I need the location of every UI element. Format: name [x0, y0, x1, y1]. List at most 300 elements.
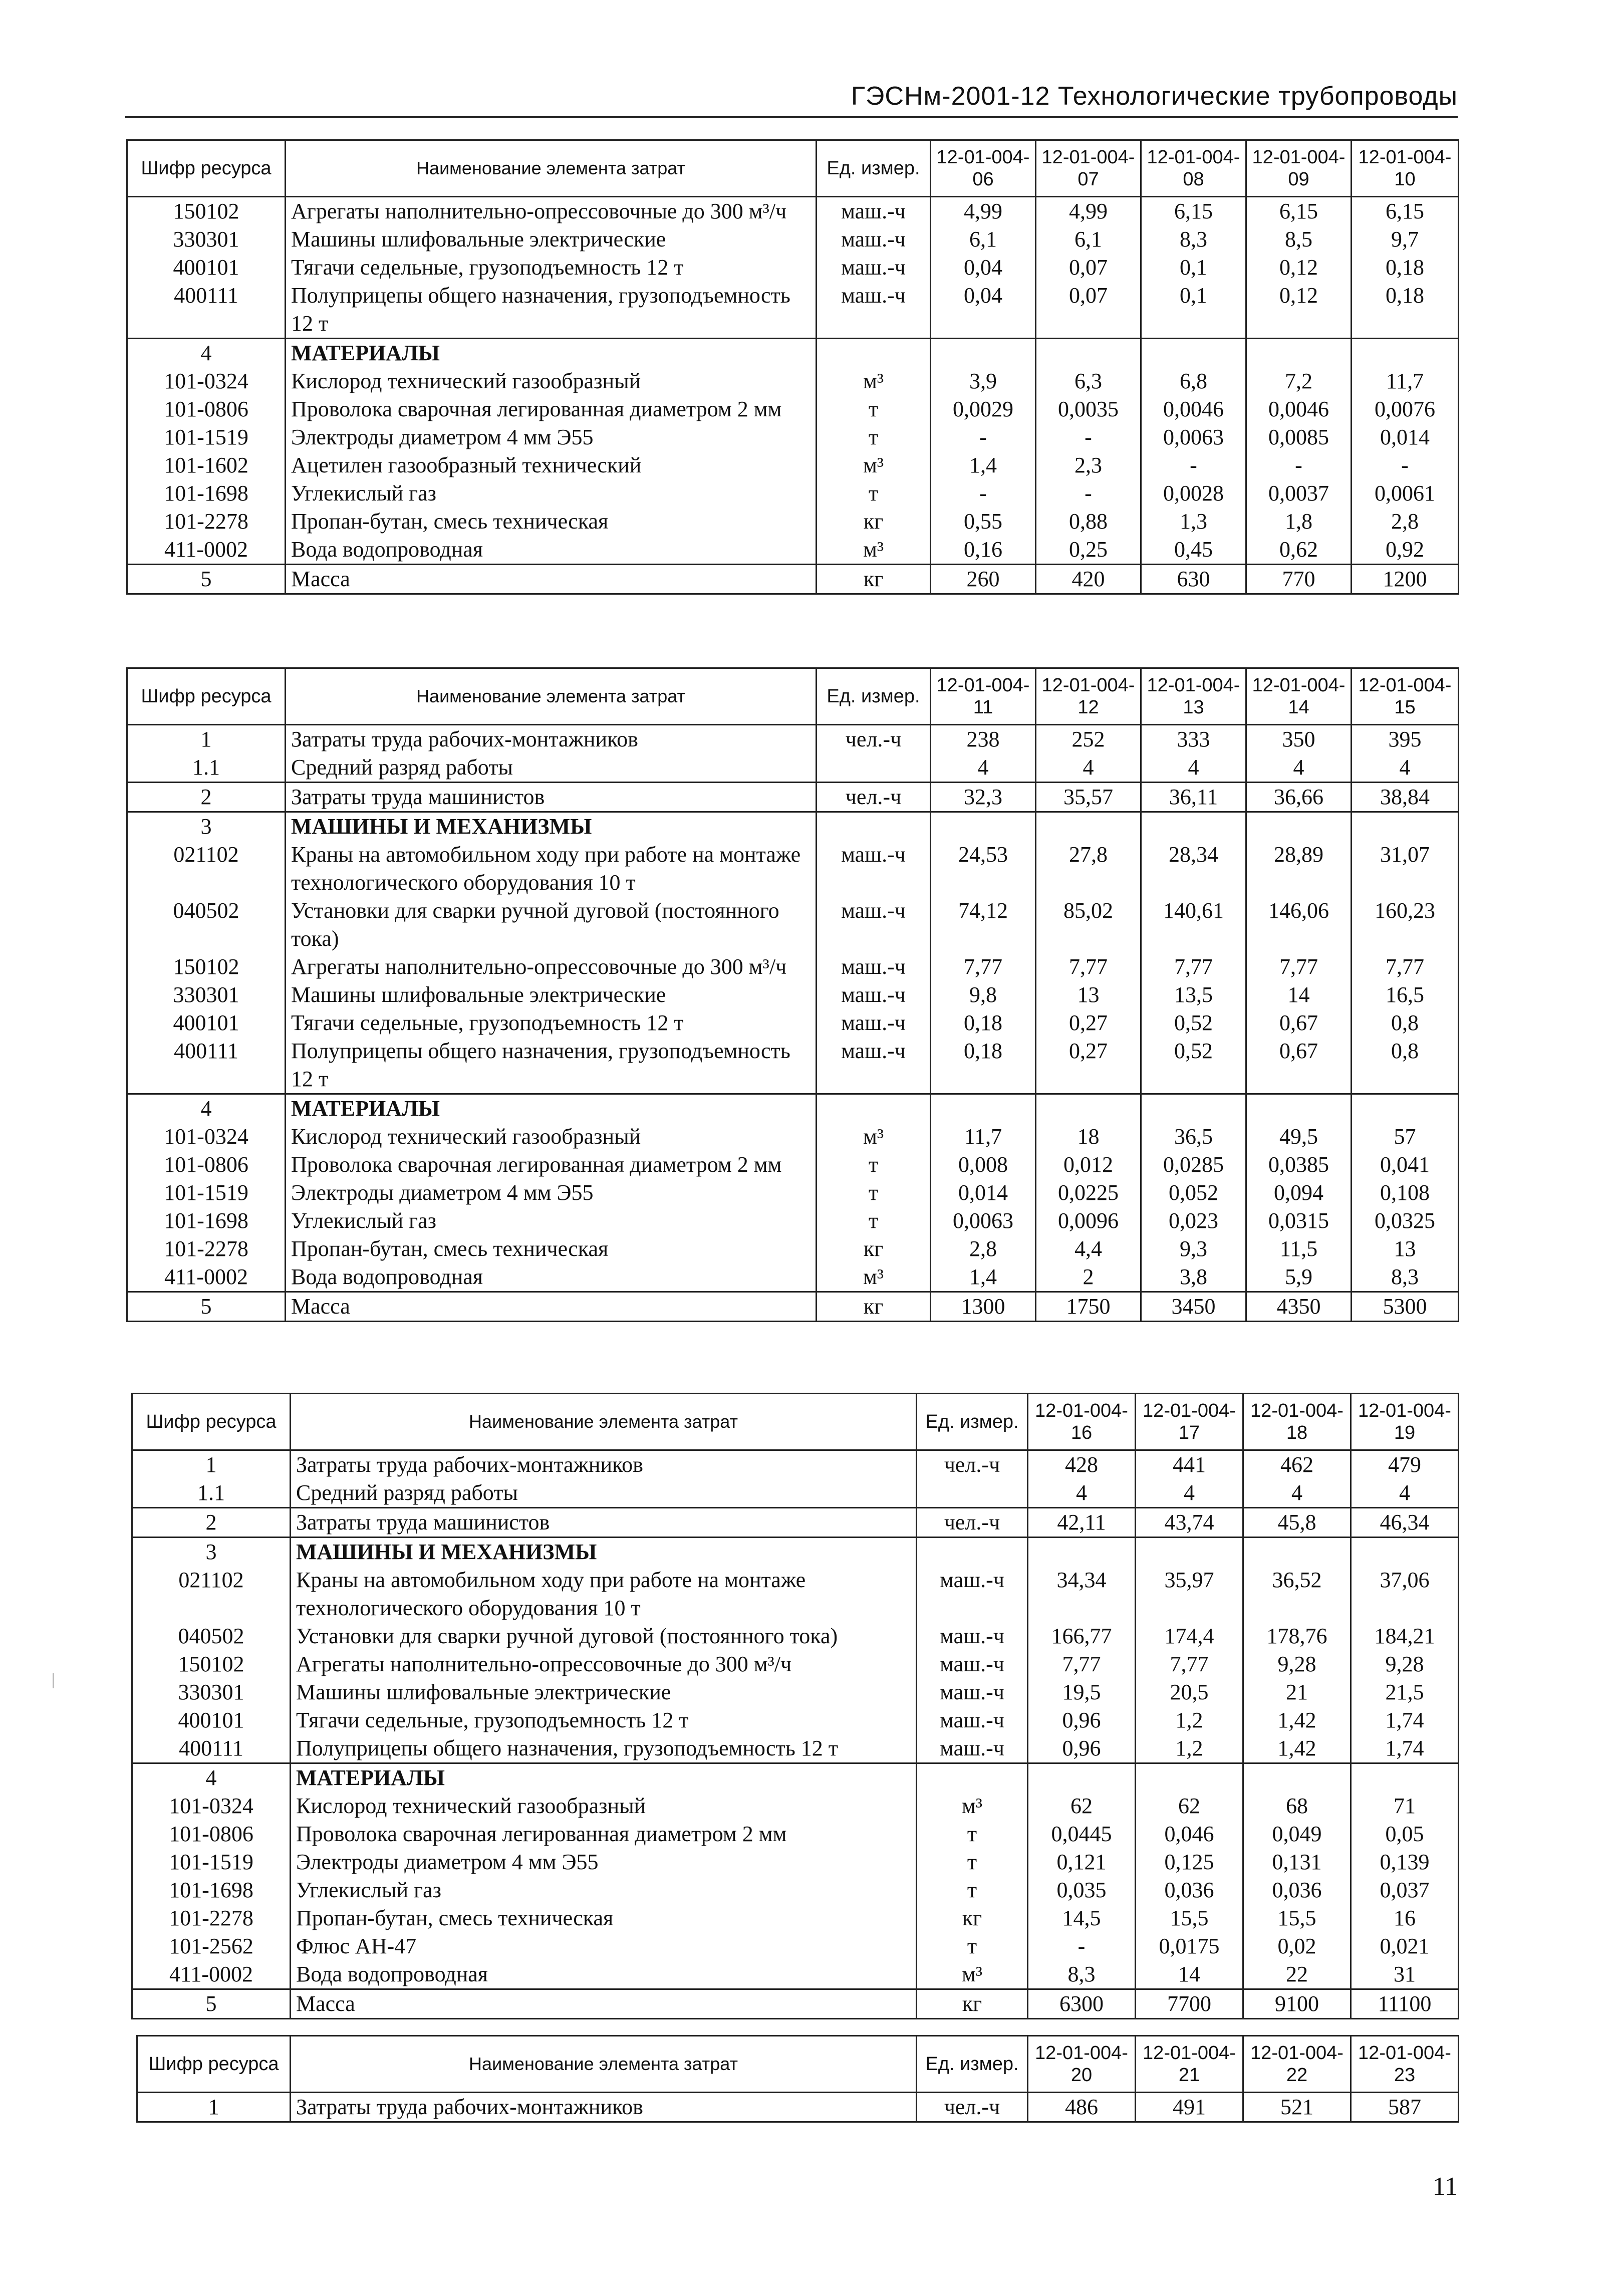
header-norm-code: 12-01-004-18: [1243, 1394, 1351, 1450]
value-cell: 0,92: [1352, 536, 1459, 565]
value-cell: 0,1: [1141, 253, 1246, 282]
value-cell: 0,0175: [1136, 1932, 1243, 1960]
value-cell: 428: [1028, 1450, 1136, 1479]
table-row: [127, 536, 1459, 565]
unit: м³: [917, 1960, 1028, 1989]
table-row: [132, 1960, 1459, 1989]
value-cell: 35,97: [1136, 1566, 1243, 1622]
value-cell: 0,18: [1352, 282, 1459, 339]
table-row: [132, 1876, 1459, 1904]
resource-code: 330301: [132, 1678, 291, 1706]
value-cell: [1136, 1763, 1243, 1793]
cost-element-name: Углекислый газ: [286, 479, 817, 507]
cost-element-name: Вода водопроводная: [286, 536, 817, 565]
cost-element-name: Электроды диаметром 4 мм Э55: [286, 423, 817, 451]
unit: маш.-ч: [917, 1650, 1028, 1678]
value-cell: [1246, 339, 1352, 368]
value-cell: 28,34: [1141, 841, 1246, 897]
cost-element-name: Масса: [291, 1989, 917, 2019]
resource-code: 411-0002: [132, 1960, 291, 1989]
value-cell: 260: [931, 565, 1036, 594]
value-cell: 0,67: [1246, 1037, 1352, 1094]
resource-code: 400111: [127, 282, 286, 339]
cost-element-name: Затраты труда рабочих-монтажников: [291, 1450, 917, 1479]
section-row: [127, 1094, 1459, 1123]
value-cell: 630: [1141, 565, 1246, 594]
value-cell: 479: [1351, 1450, 1459, 1479]
value-cell: [1352, 339, 1459, 368]
value-cell: 0,1: [1141, 282, 1246, 339]
value-cell: 1,3: [1141, 507, 1246, 536]
resource-code: 101-2278: [127, 507, 286, 536]
value-cell: 16,5: [1352, 981, 1459, 1009]
value-cell: 46,34: [1351, 1508, 1459, 1538]
header-norm-code: 12-01-004-14: [1246, 668, 1352, 725]
table-row: [127, 423, 1459, 451]
section-row: [132, 1538, 1459, 1567]
value-cell: [1352, 812, 1459, 841]
cost-element-name: Ацетилен газообразный технический: [286, 451, 817, 479]
value-cell: 0,12: [1246, 253, 1352, 282]
unit: [817, 339, 931, 368]
value-cell: 0,0029: [931, 395, 1036, 423]
value-cell: 14: [1246, 981, 1352, 1009]
header-unit: Ед. измер.: [817, 140, 931, 197]
unit: м³: [817, 367, 931, 395]
value-cell: 38,84: [1352, 783, 1459, 812]
header-norm-code: 12-01-004-11: [931, 668, 1036, 725]
value-cell: 45,8: [1243, 1508, 1351, 1538]
value-cell: 0,8: [1352, 1009, 1459, 1037]
table-row: [127, 395, 1459, 423]
value-cell: 9,3: [1141, 1235, 1246, 1263]
resource-code: 5: [127, 565, 286, 594]
table-row: [127, 725, 1459, 754]
unit: чел.-ч: [917, 1508, 1028, 1538]
cost-element-name: Краны на автомобильном ходу при работе на монтаже технологического оборудования 10 т: [286, 841, 817, 897]
resource-code: 5: [127, 1292, 286, 1322]
value-cell: 8,3: [1028, 1960, 1136, 1989]
table-row: [132, 1622, 1459, 1650]
cost-element-name: Вода водопроводная: [286, 1263, 817, 1292]
value-cell: 1200: [1352, 565, 1459, 594]
header-norm-code: 12-01-004-22: [1243, 2036, 1351, 2093]
value-cell: 16: [1351, 1904, 1459, 1932]
value-cell: 174,4: [1136, 1622, 1243, 1650]
unit: т: [817, 395, 931, 423]
value-cell: 27,8: [1036, 841, 1141, 897]
resource-code: 101-0806: [127, 395, 286, 423]
table-row: [127, 1207, 1459, 1235]
header-name: Наименование элемента затрат: [291, 1394, 917, 1450]
cost-element-name: Проволока сварочная легированная диаметром 2 мм: [286, 1151, 817, 1179]
table-row: [127, 1123, 1459, 1151]
value-cell: 11,7: [931, 1123, 1036, 1151]
value-cell: 7,77: [1141, 953, 1246, 981]
value-cell: 5,9: [1246, 1263, 1352, 1292]
value-cell: [931, 339, 1036, 368]
unit: [817, 1094, 931, 1123]
header-code: Шифр ресурса: [132, 1394, 291, 1450]
header-norm-code: 12-01-004-20: [1028, 2036, 1136, 2093]
value-cell: 1,2: [1136, 1706, 1243, 1734]
cost-element-name: Средний разряд работы: [291, 1479, 917, 1508]
unit: м³: [917, 1792, 1028, 1820]
value-cell: 4: [1246, 753, 1352, 783]
header-norm-code: 12-01-004-08: [1141, 140, 1246, 197]
header-norm-code: 12-01-004-12: [1036, 668, 1141, 725]
header-norm-code: 12-01-004-10: [1352, 140, 1459, 197]
table-row: [132, 1450, 1459, 1479]
table-row: [132, 1989, 1459, 2019]
value-cell: 6,15: [1352, 197, 1459, 226]
value-cell: 9,8: [931, 981, 1036, 1009]
table-row: [127, 841, 1459, 897]
value-cell: 35,57: [1036, 783, 1141, 812]
value-cell: 0,18: [931, 1037, 1036, 1094]
value-cell: 0,18: [931, 1009, 1036, 1037]
table-row: [132, 1904, 1459, 1932]
cost-element-name: Установки для сварки ручной дуговой (постоянного тока): [291, 1622, 917, 1650]
value-cell: 0,0225: [1036, 1179, 1141, 1207]
cost-element-name: Затраты труда рабочих-монтажников: [286, 725, 817, 754]
value-cell: 0,046: [1136, 1820, 1243, 1848]
value-cell: 4,99: [931, 197, 1036, 226]
table-row: [132, 1650, 1459, 1678]
cost-element-name: Полуприцепы общего назначения, грузоподъемность 12 т: [291, 1734, 917, 1763]
table-row: [127, 1263, 1459, 1292]
resource-code: 400101: [127, 1009, 286, 1037]
value-cell: 0,16: [931, 536, 1036, 565]
value-cell: 9,28: [1351, 1650, 1459, 1678]
value-cell: 11100: [1351, 1989, 1459, 2019]
value-cell: 36,5: [1141, 1123, 1246, 1151]
value-cell: 6,1: [931, 225, 1036, 253]
unit: м³: [817, 536, 931, 565]
resource-code: 330301: [127, 225, 286, 253]
table-row: [127, 1037, 1459, 1094]
resource-code: 021102: [127, 841, 286, 897]
cost-element-name: Проволока сварочная легированная диаметром 2 мм: [291, 1820, 917, 1848]
table-row: [132, 1508, 1459, 1538]
value-cell: 486: [1028, 2093, 1136, 2122]
cost-element-name: Тягачи седельные, грузоподъемность 12 т: [286, 1009, 817, 1037]
value-cell: -: [1036, 423, 1141, 451]
value-cell: 0,96: [1028, 1734, 1136, 1763]
cost-element-name: Масса: [286, 1292, 817, 1322]
value-cell: 6,15: [1246, 197, 1352, 226]
value-cell: -: [1246, 451, 1352, 479]
table-row: [127, 953, 1459, 981]
value-cell: 9,7: [1352, 225, 1459, 253]
value-cell: [1352, 1094, 1459, 1123]
value-cell: 4,99: [1036, 197, 1141, 226]
value-cell: 5300: [1352, 1292, 1459, 1322]
value-cell: -: [931, 423, 1036, 451]
header-name: Наименование элемента затрат: [286, 668, 817, 725]
value-cell: 34,34: [1028, 1566, 1136, 1622]
value-cell: 13: [1036, 981, 1141, 1009]
value-cell: 0,52: [1141, 1009, 1246, 1037]
norms-table-1: [126, 139, 1459, 595]
resource-code: 101-2278: [132, 1904, 291, 1932]
header-norm-code: 12-01-004-13: [1141, 668, 1246, 725]
value-cell: 49,5: [1246, 1123, 1352, 1151]
value-cell: 4: [1036, 753, 1141, 783]
header-norm-code: 12-01-004-23: [1351, 2036, 1459, 2093]
unit: т: [817, 1179, 931, 1207]
header-unit: Ед. измер.: [917, 2036, 1028, 2093]
resource-code: 101-1698: [132, 1876, 291, 1904]
resource-code: 2: [127, 783, 286, 812]
value-cell: 0,88: [1036, 507, 1141, 536]
value-cell: 350: [1246, 725, 1352, 754]
unit: маш.-ч: [917, 1734, 1028, 1763]
value-cell: 333: [1141, 725, 1246, 754]
value-cell: 521: [1243, 2093, 1351, 2122]
value-cell: 43,74: [1136, 1508, 1243, 1538]
value-cell: 0,023: [1141, 1207, 1246, 1235]
resource-code: 5: [132, 1989, 291, 2019]
value-cell: 0,07: [1036, 282, 1141, 339]
resource-code: 4: [127, 339, 286, 368]
document-title: ГЭСНм-2001-12 Технологические трубопроводы: [851, 82, 1458, 111]
cost-element-name: Углекислый газ: [286, 1207, 817, 1235]
unit: м³: [817, 451, 931, 479]
table-row: [127, 783, 1459, 812]
resource-code: 411-0002: [127, 536, 286, 565]
unit: м³: [817, 1263, 931, 1292]
value-cell: 1,74: [1351, 1706, 1459, 1734]
value-cell: 4: [931, 753, 1036, 783]
table-row: [127, 1151, 1459, 1179]
unit: [817, 812, 931, 841]
value-cell: [1351, 1763, 1459, 1793]
value-cell: 1,2: [1136, 1734, 1243, 1763]
value-cell: 3450: [1141, 1292, 1246, 1322]
value-cell: 4,4: [1036, 1235, 1141, 1263]
resource-code: 101-1698: [127, 1207, 286, 1235]
unit: маш.-ч: [817, 953, 931, 981]
value-cell: 0,052: [1141, 1179, 1246, 1207]
unit: кг: [817, 1235, 931, 1263]
value-cell: 68: [1243, 1792, 1351, 1820]
value-cell: 462: [1243, 1450, 1351, 1479]
table-row: [127, 1009, 1459, 1037]
value-cell: 0,0035: [1036, 395, 1141, 423]
resource-code: 101-0324: [127, 1123, 286, 1151]
value-cell: 11,7: [1352, 367, 1459, 395]
value-cell: 0,021: [1351, 1932, 1459, 1960]
resource-code: 330301: [127, 981, 286, 1009]
value-cell: 0,27: [1036, 1009, 1141, 1037]
cost-element-name: Агрегаты наполнительно-опрессовочные до 300 м³/ч: [286, 953, 817, 981]
header-code: Шифр ресурса: [127, 668, 286, 725]
value-cell: 0,07: [1036, 253, 1141, 282]
value-cell: 7,77: [931, 953, 1036, 981]
value-cell: [1036, 1094, 1141, 1123]
value-cell: 4: [1243, 1479, 1351, 1508]
section-title: МАТЕРИАЛЫ: [291, 1763, 917, 1793]
unit: маш.-ч: [817, 1009, 931, 1037]
value-cell: 0,0385: [1246, 1151, 1352, 1179]
header-norm-code: 12-01-004-16: [1028, 1394, 1136, 1450]
value-cell: 0,0085: [1246, 423, 1352, 451]
cost-element-name: Полуприцепы общего назначения, грузоподъемность 12 т: [286, 282, 817, 339]
table-row: [127, 225, 1459, 253]
resource-code: 101-1519: [127, 423, 286, 451]
value-cell: 238: [931, 725, 1036, 754]
value-cell: 0,0061: [1352, 479, 1459, 507]
cost-element-name: Агрегаты наполнительно-опрессовочные до 300 м³/ч: [286, 197, 817, 226]
value-cell: 0,036: [1136, 1876, 1243, 1904]
value-cell: 0,041: [1352, 1151, 1459, 1179]
value-cell: 1,4: [931, 1263, 1036, 1292]
scan-mark: [53, 1673, 54, 1688]
value-cell: 42,11: [1028, 1508, 1136, 1538]
page-number: 11: [1432, 2172, 1458, 2201]
resource-code: 040502: [127, 897, 286, 953]
header-norm-code: 12-01-004-06: [931, 140, 1036, 197]
value-cell: [1351, 1538, 1459, 1567]
norms-table-4: [136, 2035, 1459, 2123]
cost-element-name: Тягачи седельные, грузоподъемность 12 т: [291, 1706, 917, 1734]
value-cell: 166,77: [1028, 1622, 1136, 1650]
table-row: [127, 1179, 1459, 1207]
value-cell: -: [1141, 451, 1246, 479]
value-cell: 14,5: [1028, 1904, 1136, 1932]
value-cell: 7,77: [1028, 1650, 1136, 1678]
value-cell: 62: [1028, 1792, 1136, 1820]
resource-code: 1.1: [127, 753, 286, 783]
unit: т: [917, 1848, 1028, 1876]
value-cell: 252: [1036, 725, 1141, 754]
value-cell: 491: [1136, 2093, 1243, 2122]
value-cell: 1,42: [1243, 1706, 1351, 1734]
value-cell: 6,15: [1141, 197, 1246, 226]
resource-code: 101-1519: [132, 1848, 291, 1876]
value-cell: 1750: [1036, 1292, 1141, 1322]
value-cell: 36,52: [1243, 1566, 1351, 1622]
cost-element-name: Затраты труда машинистов: [286, 783, 817, 812]
unit: маш.-ч: [917, 1678, 1028, 1706]
unit: маш.-ч: [817, 981, 931, 1009]
resource-code: 2: [132, 1508, 291, 1538]
resource-code: 4: [132, 1763, 291, 1793]
resource-code: 101-1602: [127, 451, 286, 479]
unit: чел.-ч: [917, 1450, 1028, 1479]
unit: кг: [917, 1989, 1028, 2019]
value-cell: 0,0063: [931, 1207, 1036, 1235]
resource-code: 411-0002: [127, 1263, 286, 1292]
cost-element-name: Установки для сварки ручной дуговой (постоянного тока): [286, 897, 817, 953]
value-cell: 71: [1351, 1792, 1459, 1820]
norms-table-2: [126, 667, 1459, 1322]
header-norm-code: 12-01-004-15: [1352, 668, 1459, 725]
value-cell: 18: [1036, 1123, 1141, 1151]
value-cell: 85,02: [1036, 897, 1141, 953]
cost-element-name: Флюс АН-47: [291, 1932, 917, 1960]
value-cell: 7700: [1136, 1989, 1243, 2019]
table-row: [127, 753, 1459, 783]
cost-element-name: Средний разряд работы: [286, 753, 817, 783]
value-cell: 7,77: [1246, 953, 1352, 981]
header-code: Шифр ресурса: [137, 2036, 291, 2093]
value-cell: 8,3: [1141, 225, 1246, 253]
unit: маш.-ч: [817, 1037, 931, 1094]
value-cell: 2,8: [931, 1235, 1036, 1263]
value-cell: [1246, 1094, 1352, 1123]
header-norm-code: 12-01-004-21: [1136, 2036, 1243, 2093]
table-header-row: [137, 2036, 1459, 2093]
value-cell: 0,131: [1243, 1848, 1351, 1876]
value-cell: 6,8: [1141, 367, 1246, 395]
cost-element-name: Кислород технический газообразный: [286, 1123, 817, 1151]
value-cell: 587: [1351, 2093, 1459, 2122]
value-cell: [1028, 1763, 1136, 1793]
value-cell: [1028, 1538, 1136, 1567]
value-cell: 146,06: [1246, 897, 1352, 953]
resource-code: 040502: [132, 1622, 291, 1650]
unit: чел.-ч: [817, 783, 931, 812]
resource-code: 101-2278: [127, 1235, 286, 1263]
table-row: [132, 1566, 1459, 1622]
unit: [917, 1479, 1028, 1508]
value-cell: 4: [1351, 1479, 1459, 1508]
value-cell: 0,04: [931, 282, 1036, 339]
section-row: [127, 812, 1459, 841]
value-cell: 0,0046: [1141, 395, 1246, 423]
unit: маш.-ч: [817, 225, 931, 253]
value-cell: 395: [1352, 725, 1459, 754]
value-cell: [1036, 812, 1141, 841]
resource-code: 101-2562: [132, 1932, 291, 1960]
value-cell: 0,014: [1352, 423, 1459, 451]
unit: [917, 1763, 1028, 1793]
section-title: МАШИНЫ И МЕХАНИЗМЫ: [286, 812, 817, 841]
value-cell: 0,27: [1036, 1037, 1141, 1094]
resource-code: 400111: [132, 1734, 291, 1763]
unit: кг: [817, 1292, 931, 1322]
value-cell: 3,9: [931, 367, 1036, 395]
value-cell: [1246, 812, 1352, 841]
value-cell: 15,5: [1243, 1904, 1351, 1932]
value-cell: [1243, 1763, 1351, 1793]
value-cell: 0,0445: [1028, 1820, 1136, 1848]
table-row: [127, 479, 1459, 507]
section-row: [127, 339, 1459, 368]
table-row: [132, 1848, 1459, 1876]
header-norm-code: 12-01-004-07: [1036, 140, 1141, 197]
value-cell: 0,55: [931, 507, 1036, 536]
header-code: Шифр ресурса: [127, 140, 286, 197]
value-cell: 9,28: [1243, 1650, 1351, 1678]
table-row: [127, 1292, 1459, 1322]
value-cell: 0,0037: [1246, 479, 1352, 507]
table-row: [127, 451, 1459, 479]
value-cell: [931, 1094, 1036, 1123]
table-row: [127, 507, 1459, 536]
table-row: [132, 1706, 1459, 1734]
value-cell: 0,008: [931, 1151, 1036, 1179]
cost-element-name: Электроды диаметром 4 мм Э55: [291, 1848, 917, 1876]
table-row: [132, 1932, 1459, 1960]
value-cell: 178,76: [1243, 1622, 1351, 1650]
value-cell: 160,23: [1352, 897, 1459, 953]
value-cell: 21,5: [1351, 1678, 1459, 1706]
value-cell: 1,74: [1351, 1734, 1459, 1763]
cost-element-name: Пропан-бутан, смесь техническая: [291, 1904, 917, 1932]
